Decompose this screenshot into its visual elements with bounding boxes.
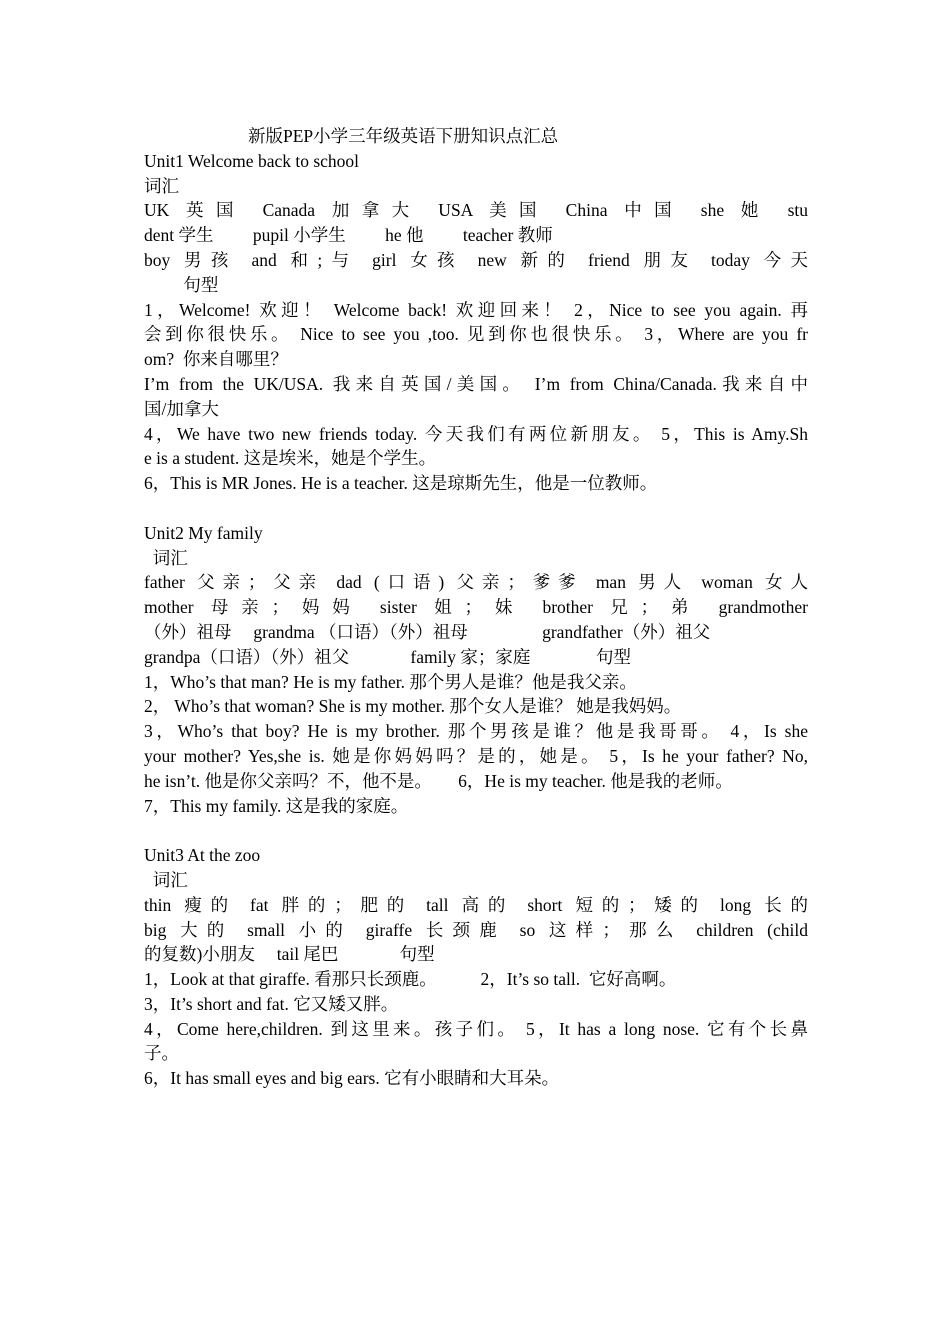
sentence-line: 会到你很快乐。 Nice to see you ,too. 见到你也很快乐。 3，Where are you fr <box>144 324 808 345</box>
sentence-line: I’m from the UK/USA. 我来自英国/美国。 I’m from China/Canada.我来自中 <box>144 373 808 394</box>
sentence-line: 4，Come here,children. 到这里来。孩子们。 5，It has a long nose. 它有个长鼻 <box>144 1018 808 1039</box>
vocab-line: grandpa（口语）（外）祖父 family 家；家庭 句型 <box>144 646 632 667</box>
sentence-line: 3，It’s short and fat. 它又矮又胖。 <box>144 993 399 1014</box>
sentence-line: he isn’t. 他是你父亲吗？不，他不是。 6，He is my teacher. 他是我的老师。 <box>144 770 733 791</box>
unit-heading: Unit2 My family <box>144 522 263 543</box>
vocab-line: （外）祖母 grandma （口语）（外）祖母 grandfather（外）祖父 <box>144 621 711 642</box>
spacer <box>144 496 808 521</box>
sentence-line: your mother? Yes,she is. 她是你妈妈吗？是的，她是。 5，Is he your father? No, <box>144 745 808 766</box>
unit-heading: Unit3 At the zoo <box>144 845 261 866</box>
section-label-vocab: 词汇 <box>144 869 188 890</box>
sentence-line: 3，Who’s that boy? He is my brother. 那个男孩是谁？他是我哥哥。 4，Is she <box>144 721 808 742</box>
sentence-line: 1，Welcome! 欢迎！ Welcome back! 欢迎回来！ 2，Nice to see you again. 再 <box>144 299 808 320</box>
document-body <box>144 124 808 1091</box>
vocab-line: dent 学生 pupil 小学生 he 他 teacher 教师 <box>144 225 553 246</box>
sentence-line: 国/加拿大 <box>144 398 219 419</box>
vocab-line: mother 母亲；妈妈 sister 姐；妹 brother 兄；弟 grandmother <box>144 597 808 618</box>
sentence-line: 1，Look at that giraffe. 看那只长颈鹿。 2，It’s so tall. 它好高啊。 <box>144 969 677 990</box>
vocab-line: thin 瘦的 fat 胖的；肥的 tall 高的 short 短的；矮的 long 长的 <box>144 894 808 915</box>
vocab-line: boy 男孩 and 和;与 girl 女孩 new 新的 friend 朋友 today 今天 <box>144 249 808 270</box>
sentence-line: 6，It has small eyes and big ears. 它有小眼睛和大耳朵。 <box>144 1068 560 1089</box>
document-title: 新版PEP小学三年级英语下册知识点汇总 <box>248 126 559 146</box>
sentence-line: 1，Who’s that man? He is my father. 那个男人是谁？他是我父亲。 <box>144 671 637 692</box>
sentence-line: 4，We have two new friends today. 今天我们有两位新朋友。 5，This is Amy.Sh <box>144 423 808 444</box>
spacer <box>144 818 808 843</box>
vocab-line: father 父亲；父亲 dad (口语) 父亲；爹爹 man 男人 woman 女人 <box>144 572 808 593</box>
vocab-line: big 大的 small 小的 giraffe 长颈鹿 so 这样；那么 children (child <box>144 919 808 940</box>
section-label-vocab: 词汇 <box>144 175 179 196</box>
sentence-line: om? 你来自哪里？ <box>144 349 288 370</box>
sentence-line: 6，This is MR Jones. He is a teacher. 这是琼斯先生，他是一位教师。 <box>144 473 658 494</box>
sentence-line: 2， Who’s that woman? She is my mother. 那个女人是谁？ 她是我妈妈。 <box>144 696 682 717</box>
section-label-sentences: 句型 <box>144 274 219 295</box>
sentence-line: e is a student. 这是埃米，她是个学生。 <box>144 448 437 469</box>
sentence-line: 7，This my family. 这是我的家庭。 <box>144 795 409 816</box>
section-label-vocab: 词汇 <box>144 547 188 568</box>
vocab-line: 的复数)小朋友 tail 尾巴 句型 <box>144 944 435 965</box>
vocab-line: UK 英国 Canada 加拿大 USA 美国 China 中国 she 她 stu <box>144 200 808 221</box>
unit-heading: Unit1 Welcome back to school <box>144 150 360 171</box>
sentence-line: 子。 <box>144 1043 179 1064</box>
